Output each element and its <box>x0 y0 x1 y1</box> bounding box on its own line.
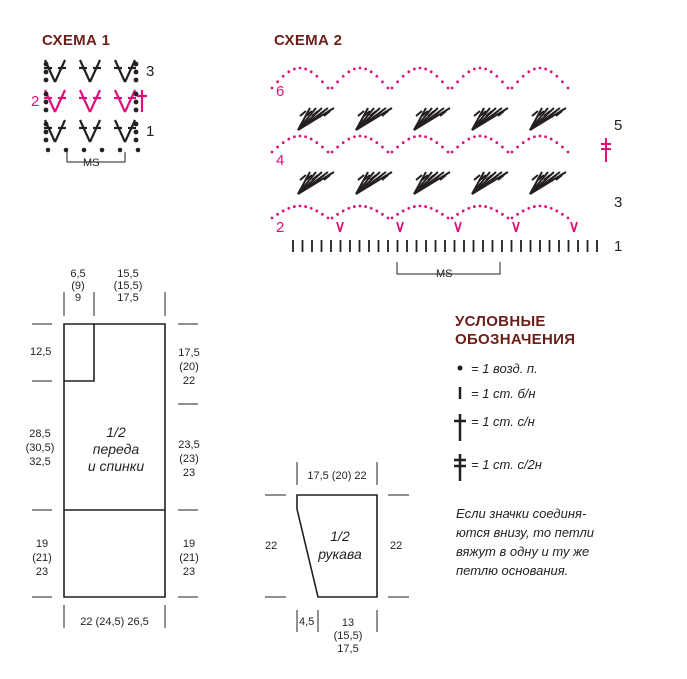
dim-bottom-width: 22 (24,5) 26,5 <box>80 616 149 628</box>
dim-sleeve-bottom-left: 4,5 <box>299 616 315 628</box>
scheme1-row-1: 1 <box>146 123 155 140</box>
label-line: и спинки <box>87 458 145 474</box>
scheme2-row-5: 5 <box>614 117 623 134</box>
scheme2-ms-label: MS <box>436 268 453 280</box>
dim-value: 15,5 <box>117 268 139 280</box>
scheme2-row-6: 6 <box>276 83 285 100</box>
note-line: Если значки соединя- <box>456 506 587 521</box>
dim-value: 19 <box>182 538 196 550</box>
scheme2-row-3: 3 <box>614 194 623 211</box>
dim-value: 6,5 <box>70 268 86 280</box>
legend-item-sc: = 1 ст. б/н <box>471 386 536 401</box>
dim-neck-depth: 12,5 <box>30 346 52 358</box>
dim-value: 9 <box>74 292 82 304</box>
dim-value: (15,5) <box>113 280 143 292</box>
note-line: вяжут в одну и ту же <box>456 544 590 559</box>
scheme2-row-4: 4 <box>276 152 285 169</box>
scheme1-row-3: 3 <box>146 63 155 80</box>
legend-title-line: ОБОЗНАЧЕНИЯ <box>455 331 576 348</box>
label-line: 1/2 <box>106 424 126 440</box>
dim-value: (21) <box>32 552 52 564</box>
scheme2-row-2: 2 <box>276 219 285 236</box>
label-line: 1/2 <box>330 528 350 544</box>
dim-value: 23 <box>182 566 196 578</box>
dim-value: 23,5 <box>178 439 200 451</box>
legend-note <box>456 504 594 580</box>
label-line: рукава <box>318 546 362 562</box>
note-line: петлю основания. <box>456 563 569 578</box>
dim-value: (21) <box>179 552 199 564</box>
legend-item-chain: = 1 возд. п. <box>471 361 538 376</box>
label-line: переда <box>92 441 140 457</box>
scheme2-title: СХЕМА 2 <box>274 32 343 49</box>
dim-value: (15,5) <box>333 630 363 642</box>
scheme1-title: СХЕМА 1 <box>42 32 111 49</box>
dim-value: (9) <box>71 280 85 292</box>
dim-value: 23 <box>182 467 196 479</box>
scheme1-ms-label: MS <box>83 157 100 169</box>
dim-value: (30,5) <box>25 442 55 454</box>
scheme1-row-2: 2 <box>31 93 40 110</box>
scheme2-row-1: 1 <box>614 238 623 255</box>
double-crochet-icon <box>454 414 466 441</box>
legend-title-line: УСЛОВНЫЕ <box>455 313 546 330</box>
treble-crochet-icon <box>454 454 466 481</box>
dim-value: 23 <box>35 566 49 578</box>
dim-value: 28,5 <box>29 428 51 440</box>
dim-sleeve-top: 17,5 (20) 22 <box>307 470 367 482</box>
dim-value: (23) <box>179 453 199 465</box>
dim-sleeve-right: 22 <box>390 540 403 552</box>
dim-value: 17,5 <box>117 292 139 304</box>
dim-value: 19 <box>35 538 49 550</box>
dim-value: 22 <box>182 375 196 387</box>
chain-stitch-icon <box>458 366 463 371</box>
dim-value: 32,5 <box>29 456 51 468</box>
legend-item-dc: = 1 ст. с/н <box>471 414 535 429</box>
dim-value: 17,5 <box>178 347 200 359</box>
dim-sleeve-left: 22 <box>265 540 278 552</box>
dim-value: 17,5 <box>337 643 359 655</box>
dim-value: 13 <box>341 617 355 629</box>
note-line: ются внизу, то петли <box>456 525 595 540</box>
legend-item-tc: = 1 ст. с/2н <box>471 457 542 472</box>
dim-value: (20) <box>179 361 199 373</box>
